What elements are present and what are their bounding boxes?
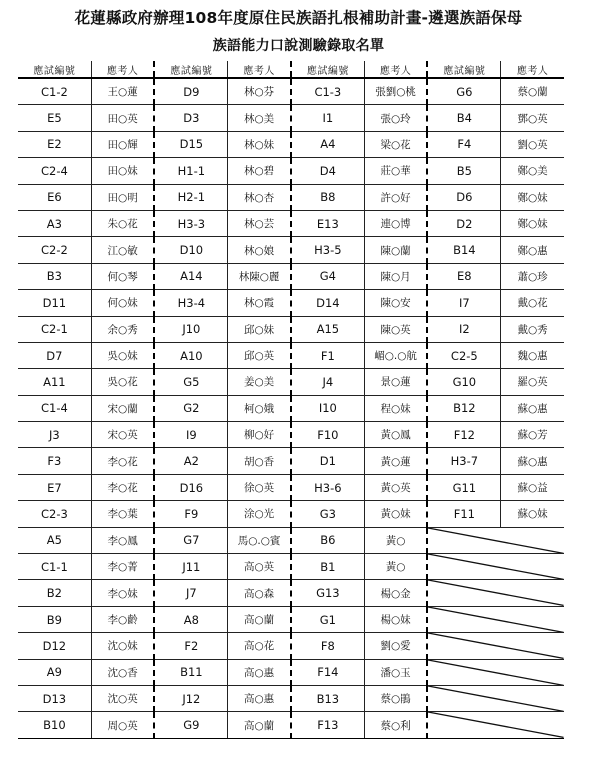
candidate-name-cell: 余○秀 bbox=[91, 316, 154, 342]
exam-number-cell: D14 bbox=[291, 290, 364, 316]
exam-number-cell: D16 bbox=[154, 474, 227, 500]
table-row bbox=[18, 184, 564, 210]
candidate-name-cell: 戴○秀 bbox=[501, 316, 564, 342]
exam-number-cell: C2-1 bbox=[18, 316, 91, 342]
exam-number-cell: G7 bbox=[154, 527, 227, 553]
exam-number-cell: B4 bbox=[427, 105, 500, 131]
exam-number-cell: G10 bbox=[427, 369, 500, 395]
candidate-name-cell: 劉○愛 bbox=[364, 633, 427, 659]
table-row bbox=[18, 263, 564, 289]
diagonal-strike-line bbox=[428, 660, 564, 685]
column-header-candidate: 應考人 bbox=[501, 61, 564, 78]
candidate-name-cell: 江○敏 bbox=[91, 237, 154, 263]
table-row bbox=[18, 395, 564, 421]
exam-number-cell: I9 bbox=[154, 422, 227, 448]
exam-number-cell: A4 bbox=[291, 131, 364, 157]
table-row bbox=[18, 554, 564, 580]
candidate-name-cell: 蘇○益 bbox=[501, 474, 564, 500]
exam-number-cell: B11 bbox=[154, 659, 227, 685]
exam-number-cell: F10 bbox=[291, 422, 364, 448]
candidate-name-cell: 邱○妹 bbox=[228, 316, 291, 342]
candidate-name-cell: 李○花 bbox=[91, 448, 154, 474]
exam-number-cell: C1-3 bbox=[291, 78, 364, 105]
exam-number-cell: C2-2 bbox=[18, 237, 91, 263]
candidate-name-cell: 連○博 bbox=[364, 210, 427, 236]
candidate-name-cell: 蔡○鵑 bbox=[364, 685, 427, 711]
exam-number-cell: B8 bbox=[291, 184, 364, 210]
candidate-name-cell: 徐○英 bbox=[228, 474, 291, 500]
candidate-name-cell: 黃○ bbox=[364, 554, 427, 580]
table-row bbox=[18, 342, 564, 368]
table-row bbox=[18, 474, 564, 500]
empty-slot-cell bbox=[427, 554, 564, 580]
exam-number-cell: A8 bbox=[154, 606, 227, 632]
candidate-name-cell: 李○花 bbox=[91, 474, 154, 500]
exam-number-cell: F4 bbox=[427, 131, 500, 157]
candidate-name-cell: 李○菁 bbox=[91, 554, 154, 580]
empty-slot-cell bbox=[427, 659, 564, 685]
exam-number-cell: B9 bbox=[18, 606, 91, 632]
candidate-name-cell: 陳○英 bbox=[364, 316, 427, 342]
candidate-name-cell: 李○葉 bbox=[91, 501, 154, 527]
candidate-name-cell: 林○芬 bbox=[228, 78, 291, 105]
candidate-name-cell: 涂○光 bbox=[228, 501, 291, 527]
candidate-name-cell: 何○妹 bbox=[91, 290, 154, 316]
exam-number-cell: D4 bbox=[291, 158, 364, 184]
table-row bbox=[18, 712, 564, 738]
table-row bbox=[18, 131, 564, 157]
candidate-name-cell: 黃○ bbox=[364, 527, 427, 553]
column-header-candidate: 應考人 bbox=[364, 61, 427, 78]
exam-number-cell: J11 bbox=[154, 554, 227, 580]
candidate-name-cell: 陳○安 bbox=[364, 290, 427, 316]
candidate-name-cell: 程○妹 bbox=[364, 395, 427, 421]
candidate-name-cell: 蘇○妹 bbox=[501, 501, 564, 527]
exam-number-cell: G6 bbox=[427, 78, 500, 105]
exam-number-cell: D7 bbox=[18, 342, 91, 368]
table-row bbox=[18, 316, 564, 342]
exam-number-cell: A11 bbox=[18, 369, 91, 395]
candidate-name-cell: 魏○惠 bbox=[501, 342, 564, 368]
candidate-name-cell: 戴○花 bbox=[501, 290, 564, 316]
exam-number-cell: J4 bbox=[291, 369, 364, 395]
table-row bbox=[18, 659, 564, 685]
diagonal-strike-line bbox=[428, 554, 564, 579]
exam-number-cell: B5 bbox=[427, 158, 500, 184]
exam-number-cell: D2 bbox=[427, 210, 500, 236]
candidate-name-cell: 田○英 bbox=[91, 105, 154, 131]
exam-number-cell: H2-1 bbox=[154, 184, 227, 210]
exam-number-cell: F13 bbox=[291, 712, 364, 738]
exam-number-cell: J7 bbox=[154, 580, 227, 606]
candidate-name-cell: 吳○花 bbox=[91, 369, 154, 395]
exam-number-cell: C2-3 bbox=[18, 501, 91, 527]
candidate-name-cell: 柯○娥 bbox=[228, 395, 291, 421]
column-header-candidate: 應考人 bbox=[228, 61, 291, 78]
candidate-name-cell: 蘇○惠 bbox=[501, 395, 564, 421]
candidate-name-cell: 蕭○珍 bbox=[501, 263, 564, 289]
table-row bbox=[18, 78, 564, 105]
diagonal-strike-line bbox=[428, 633, 564, 658]
candidate-name-cell: 林○杏 bbox=[228, 184, 291, 210]
exam-number-cell: G2 bbox=[154, 395, 227, 421]
exam-number-cell: H3-5 bbox=[291, 237, 364, 263]
table-row bbox=[18, 685, 564, 711]
candidate-name-cell: 潘○玉 bbox=[364, 659, 427, 685]
exam-number-cell: B12 bbox=[427, 395, 500, 421]
exam-number-cell: B14 bbox=[427, 237, 500, 263]
candidate-name-cell: 馬○.○賓 bbox=[228, 527, 291, 553]
candidate-name-cell: 林○美 bbox=[228, 105, 291, 131]
exam-number-cell: B6 bbox=[291, 527, 364, 553]
exam-number-cell: G4 bbox=[291, 263, 364, 289]
exam-number-cell: B13 bbox=[291, 685, 364, 711]
exam-number-cell: A3 bbox=[18, 210, 91, 236]
exam-number-cell: G13 bbox=[291, 580, 364, 606]
document-title: 花蓮縣政府辦理108年度原住民族語扎根補助計畫-遴選族語保母 bbox=[74, 9, 523, 27]
candidate-name-cell: 高○惠 bbox=[228, 659, 291, 685]
candidate-name-cell: 張劉○桃 bbox=[364, 78, 427, 105]
candidate-name-cell: 蘇○惠 bbox=[501, 448, 564, 474]
exam-number-cell: C1-2 bbox=[18, 78, 91, 105]
exam-number-cell: H3-6 bbox=[291, 474, 364, 500]
candidate-name-cell: 高○蘭 bbox=[228, 712, 291, 738]
exam-number-cell: D13 bbox=[18, 685, 91, 711]
exam-number-cell: H3-7 bbox=[427, 448, 500, 474]
empty-slot-cell bbox=[427, 685, 564, 711]
candidate-name-cell: 宋○英 bbox=[91, 422, 154, 448]
table-row bbox=[18, 290, 564, 316]
candidate-name-cell: 劉○英 bbox=[501, 131, 564, 157]
candidate-name-cell: 黃○蓮 bbox=[364, 448, 427, 474]
exam-number-cell: D11 bbox=[18, 290, 91, 316]
candidate-name-cell: 林○芸 bbox=[228, 210, 291, 236]
candidate-name-cell: 許○好 bbox=[364, 184, 427, 210]
candidate-name-cell: 鄭○妹 bbox=[501, 210, 564, 236]
exam-number-cell: G11 bbox=[427, 474, 500, 500]
candidate-name-cell: 鄭○妹 bbox=[501, 184, 564, 210]
candidate-name-cell: 朱○花 bbox=[91, 210, 154, 236]
candidate-name-cell: 黃○英 bbox=[364, 474, 427, 500]
candidate-name-cell: 田○妹 bbox=[91, 158, 154, 184]
candidate-name-cell: 蔡○利 bbox=[364, 712, 427, 738]
candidate-name-cell: 高○花 bbox=[228, 633, 291, 659]
candidate-name-cell: 陳○蘭 bbox=[364, 237, 427, 263]
table-row bbox=[18, 633, 564, 659]
column-header-exam-number: 應試編號 bbox=[18, 61, 91, 78]
diagonal-strike-line bbox=[428, 580, 564, 605]
exam-number-cell: H3-4 bbox=[154, 290, 227, 316]
empty-slot-cell bbox=[427, 606, 564, 632]
candidate-name-cell: 田○明 bbox=[91, 184, 154, 210]
exam-number-cell: I1 bbox=[291, 105, 364, 131]
candidate-name-cell: 林○娘 bbox=[228, 237, 291, 263]
column-header-exam-number: 應試編號 bbox=[427, 61, 500, 78]
candidate-name-cell: 林○妹 bbox=[228, 131, 291, 157]
exam-number-cell: A14 bbox=[154, 263, 227, 289]
exam-number-cell: D3 bbox=[154, 105, 227, 131]
exam-number-cell: F1 bbox=[291, 342, 364, 368]
candidate-name-cell: 嵋○.○航 bbox=[364, 342, 427, 368]
candidate-name-cell: 鄭○美 bbox=[501, 158, 564, 184]
exam-number-cell: G5 bbox=[154, 369, 227, 395]
candidate-name-cell: 李○鳳 bbox=[91, 527, 154, 553]
candidate-name-cell: 黃○妹 bbox=[364, 501, 427, 527]
candidate-name-cell: 姜○美 bbox=[228, 369, 291, 395]
candidate-name-cell: 李○妹 bbox=[91, 580, 154, 606]
candidate-name-cell: 高○英 bbox=[228, 554, 291, 580]
exam-number-cell: C1-4 bbox=[18, 395, 91, 421]
exam-number-cell: I7 bbox=[427, 290, 500, 316]
exam-number-cell: B10 bbox=[18, 712, 91, 738]
exam-number-cell: E13 bbox=[291, 210, 364, 236]
exam-number-cell: F3 bbox=[18, 448, 91, 474]
table-row bbox=[18, 369, 564, 395]
exam-number-cell: J12 bbox=[154, 685, 227, 711]
diagonal-strike-line bbox=[428, 528, 564, 553]
candidate-name-cell: 陳○月 bbox=[364, 263, 427, 289]
exam-number-cell: G1 bbox=[291, 606, 364, 632]
candidate-name-cell: 高○惠 bbox=[228, 685, 291, 711]
exam-number-cell: D1 bbox=[291, 448, 364, 474]
exam-number-cell: E5 bbox=[18, 105, 91, 131]
candidate-name-cell: 蘇○芳 bbox=[501, 422, 564, 448]
table-row bbox=[18, 422, 564, 448]
document-subtitle: 族語能力口說測驗錄取名單 bbox=[212, 38, 385, 54]
exam-number-cell: A5 bbox=[18, 527, 91, 553]
exam-number-cell: H3-3 bbox=[154, 210, 227, 236]
exam-number-cell: J3 bbox=[18, 422, 91, 448]
exam-number-cell: F8 bbox=[291, 633, 364, 659]
exam-number-cell: D12 bbox=[18, 633, 91, 659]
exam-number-cell: F12 bbox=[427, 422, 500, 448]
candidate-name-cell: 張○玲 bbox=[364, 105, 427, 131]
candidate-name-cell: 鄭○惠 bbox=[501, 237, 564, 263]
candidate-name-cell: 周○英 bbox=[91, 712, 154, 738]
exam-number-cell: G3 bbox=[291, 501, 364, 527]
candidate-name-cell: 李○齡 bbox=[91, 606, 154, 632]
table-row bbox=[18, 580, 564, 606]
table-row bbox=[18, 105, 564, 131]
candidate-name-cell: 莊○華 bbox=[364, 158, 427, 184]
candidate-name-cell: 林陳○麗 bbox=[228, 263, 291, 289]
exam-number-cell: A2 bbox=[154, 448, 227, 474]
table-row bbox=[18, 527, 564, 553]
exam-number-cell: C2-5 bbox=[427, 342, 500, 368]
exam-number-cell: J10 bbox=[154, 316, 227, 342]
candidate-name-cell: 田○輝 bbox=[91, 131, 154, 157]
exam-number-cell: G9 bbox=[154, 712, 227, 738]
table-row bbox=[18, 501, 564, 527]
candidate-name-cell: 梁○花 bbox=[364, 131, 427, 157]
table-row bbox=[18, 448, 564, 474]
candidate-name-cell: 黃○鳳 bbox=[364, 422, 427, 448]
header-row bbox=[18, 61, 564, 78]
column-header-exam-number: 應試編號 bbox=[291, 61, 364, 78]
candidate-name-cell: 王○蓮 bbox=[91, 78, 154, 105]
exam-number-cell: I10 bbox=[291, 395, 364, 421]
table-row bbox=[18, 158, 564, 184]
diagonal-strike-line bbox=[428, 607, 564, 632]
admission-roster-table bbox=[18, 61, 564, 739]
exam-number-cell: E6 bbox=[18, 184, 91, 210]
column-header-candidate: 應考人 bbox=[91, 61, 154, 78]
candidate-name-cell: 蔡○蘭 bbox=[501, 78, 564, 105]
candidate-name-cell: 羅○英 bbox=[501, 369, 564, 395]
exam-number-cell: H1-1 bbox=[154, 158, 227, 184]
candidate-name-cell: 柳○好 bbox=[228, 422, 291, 448]
column-header-exam-number: 應試編號 bbox=[154, 61, 227, 78]
exam-number-cell: D6 bbox=[427, 184, 500, 210]
diagonal-strike-line bbox=[428, 712, 564, 737]
exam-number-cell: A9 bbox=[18, 659, 91, 685]
candidate-name-cell: 沈○妹 bbox=[91, 633, 154, 659]
candidate-name-cell: 景○蓮 bbox=[364, 369, 427, 395]
candidate-name-cell: 邱○英 bbox=[228, 342, 291, 368]
exam-number-cell: C2-4 bbox=[18, 158, 91, 184]
exam-number-cell: E7 bbox=[18, 474, 91, 500]
exam-number-cell: D9 bbox=[154, 78, 227, 105]
exam-number-cell: D15 bbox=[154, 131, 227, 157]
candidate-name-cell: 沈○英 bbox=[91, 685, 154, 711]
exam-number-cell: B2 bbox=[18, 580, 91, 606]
exam-number-cell: E8 bbox=[427, 263, 500, 289]
exam-number-cell: I2 bbox=[427, 316, 500, 342]
exam-number-cell: F14 bbox=[291, 659, 364, 685]
candidate-name-cell: 鄧○英 bbox=[501, 105, 564, 131]
empty-slot-cell bbox=[427, 712, 564, 738]
exam-number-cell: F9 bbox=[154, 501, 227, 527]
exam-number-cell: C1-1 bbox=[18, 554, 91, 580]
candidate-name-cell: 林○碧 bbox=[228, 158, 291, 184]
exam-number-cell: A10 bbox=[154, 342, 227, 368]
table-row bbox=[18, 210, 564, 236]
exam-number-cell: E2 bbox=[18, 131, 91, 157]
exam-number-cell: F11 bbox=[427, 501, 500, 527]
diagonal-strike-line bbox=[428, 686, 564, 711]
candidate-name-cell: 胡○香 bbox=[228, 448, 291, 474]
candidate-name-cell: 高○森 bbox=[228, 580, 291, 606]
candidate-name-cell: 吳○妹 bbox=[91, 342, 154, 368]
exam-number-cell: A15 bbox=[291, 316, 364, 342]
exam-number-cell: D10 bbox=[154, 237, 227, 263]
table-row bbox=[18, 237, 564, 263]
candidate-name-cell: 楊○妹 bbox=[364, 606, 427, 632]
table-row bbox=[18, 606, 564, 632]
exam-number-cell: B3 bbox=[18, 263, 91, 289]
exam-number-cell: B1 bbox=[291, 554, 364, 580]
candidate-name-cell: 高○蘭 bbox=[228, 606, 291, 632]
candidate-name-cell: 宋○蘭 bbox=[91, 395, 154, 421]
empty-slot-cell bbox=[427, 527, 564, 553]
empty-slot-cell bbox=[427, 580, 564, 606]
candidate-name-cell: 楊○金 bbox=[364, 580, 427, 606]
candidate-name-cell: 沈○香 bbox=[91, 659, 154, 685]
candidate-name-cell: 林○霞 bbox=[228, 290, 291, 316]
exam-number-cell: F2 bbox=[154, 633, 227, 659]
empty-slot-cell bbox=[427, 633, 564, 659]
candidate-name-cell: 何○琴 bbox=[91, 263, 154, 289]
